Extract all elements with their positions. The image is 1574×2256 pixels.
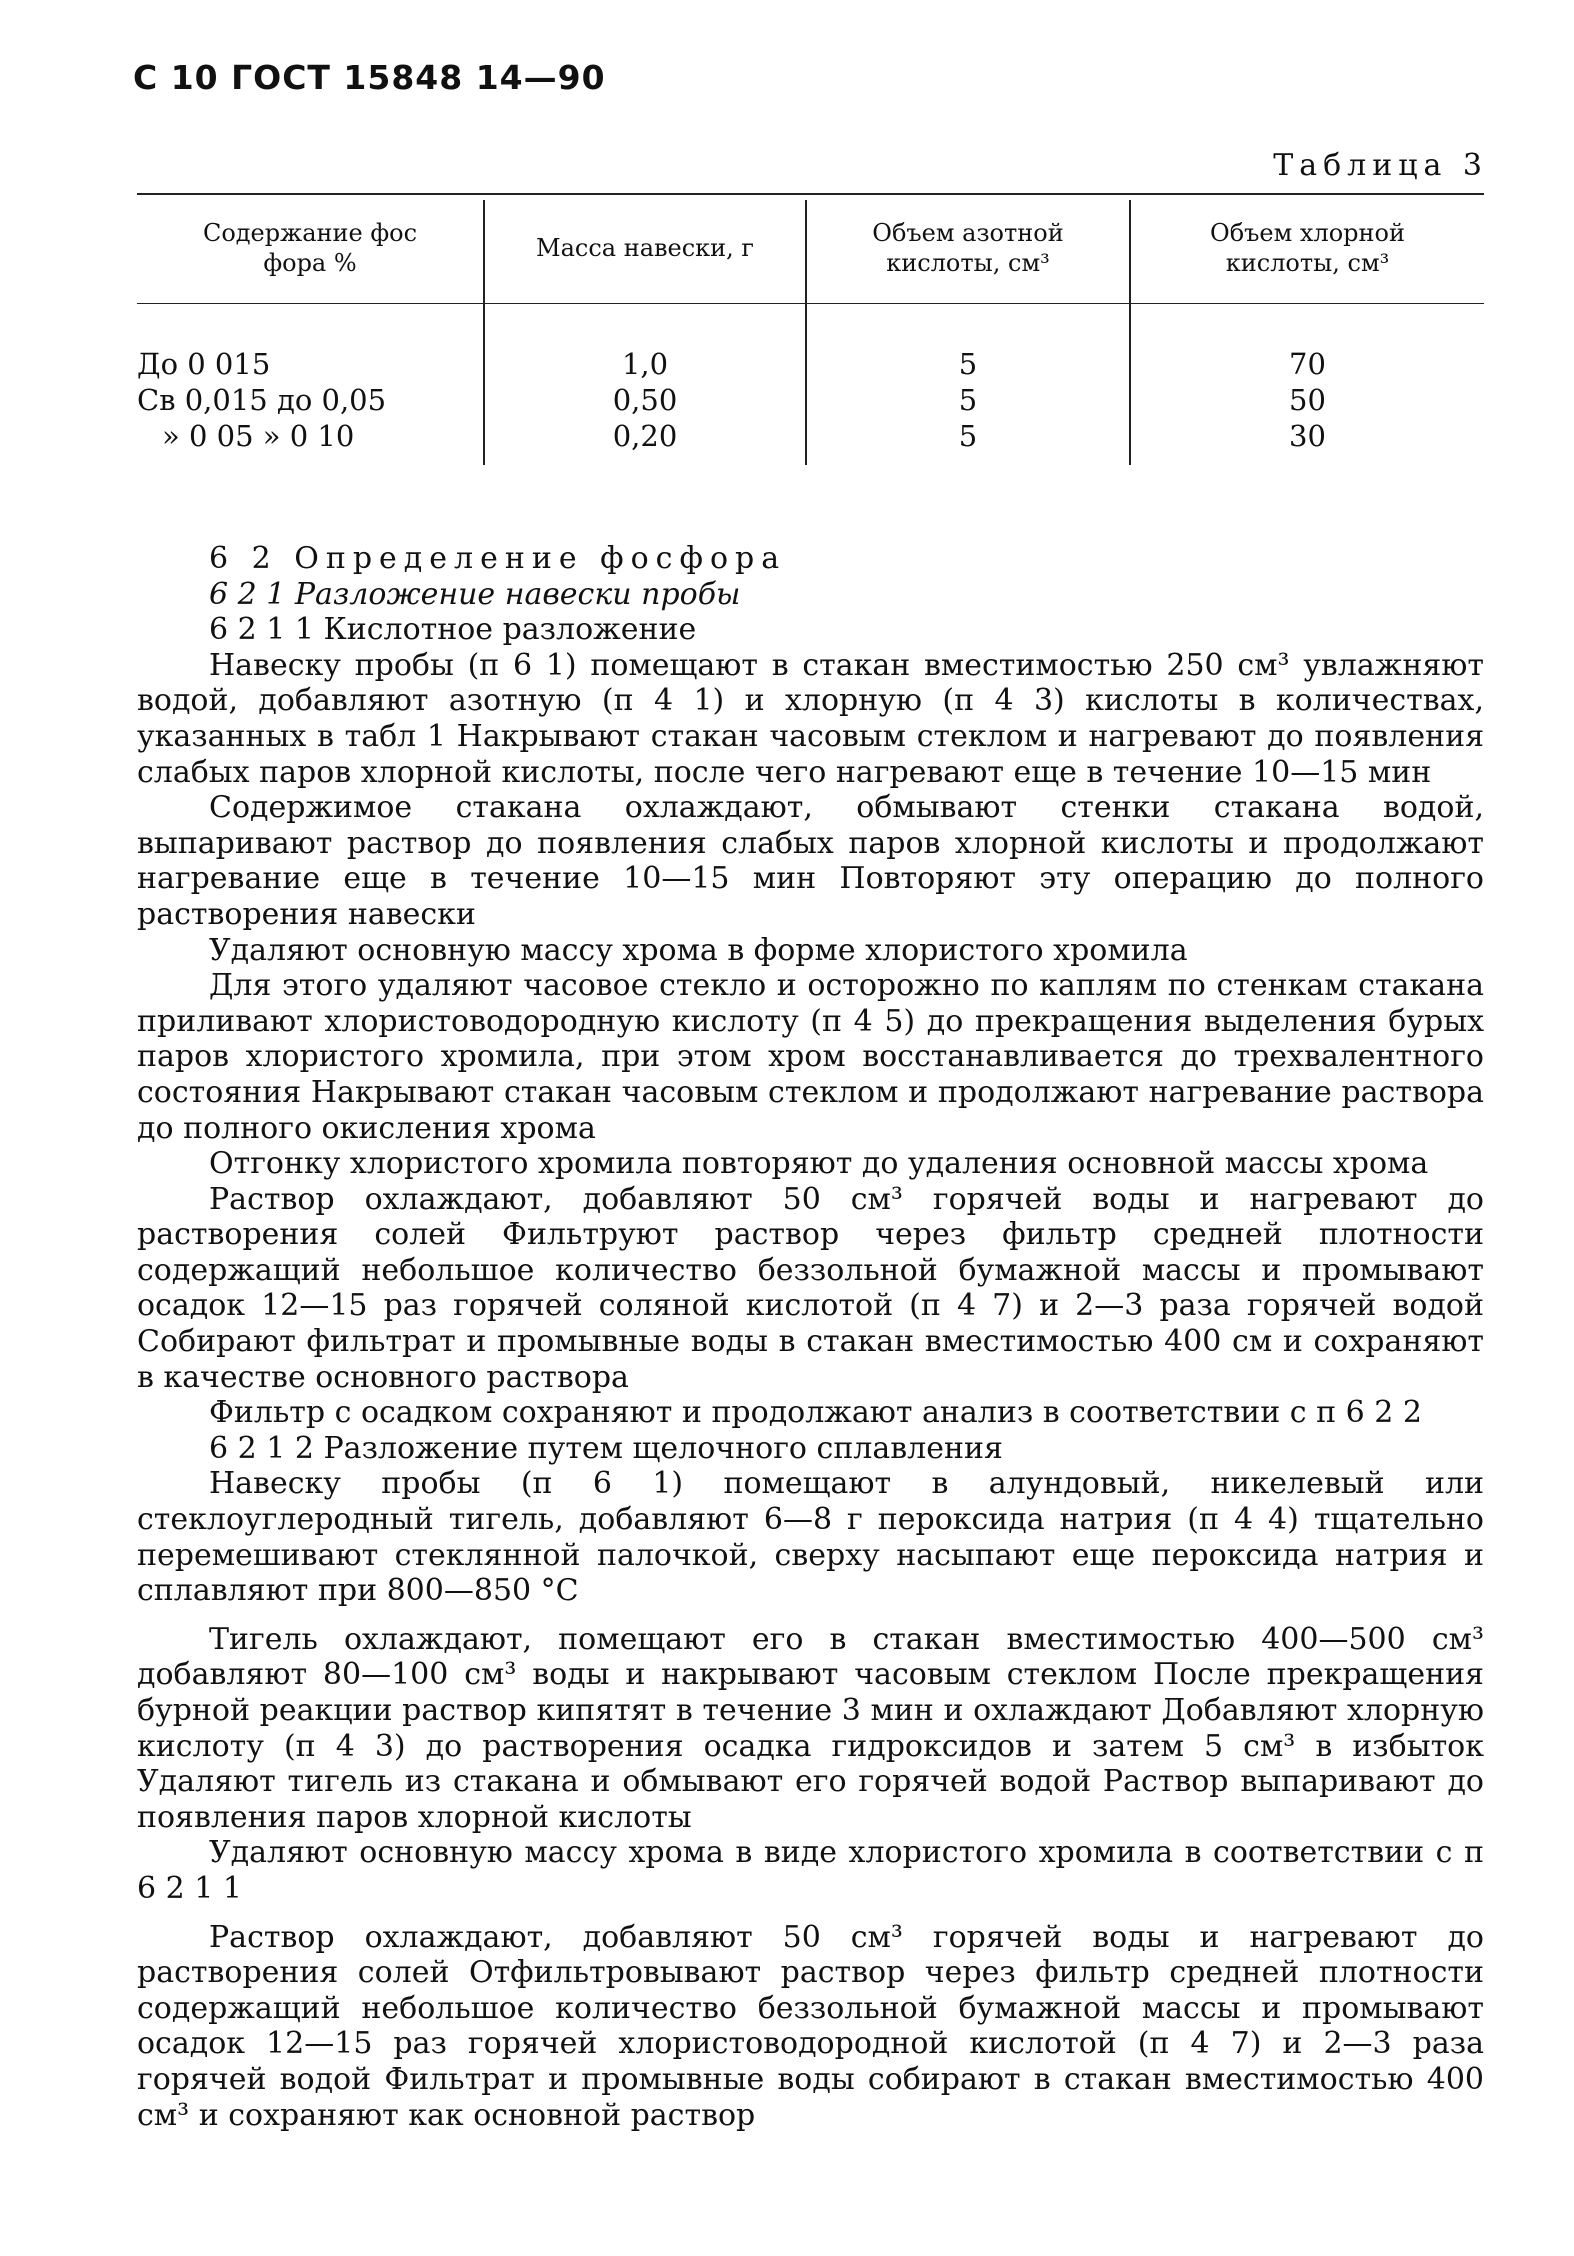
- table-row-1-nitric: 5: [958, 347, 978, 381]
- table-row-2-content: Св 0,015 до 0,05: [137, 383, 387, 417]
- table-row-1-mass: 1,0: [621, 347, 669, 381]
- section-heading: 6 2 Определение фосфора: [209, 541, 787, 576]
- table-top-rule: [137, 193, 1484, 195]
- table-row-1-perchloric: 70: [1289, 347, 1326, 381]
- paragraph: Для этого удаляют часовое стекло и осторожно по каплям по стенкам стакана приливают хлористоводородную кислоту (п 4 5) до прекращения выделения бурых паров хлористого хромила, при этом хром восстанавливается до трехвалентного состояния Накрывают стакан часовым стеклом и продолжают нагревание раствора до полного окисления хрома: [137, 968, 1484, 1146]
- paragraph: Навеску пробы (п 6 1) помещают в стакан вместимостью 250 см³ увлажняют водой, добавляют азотную (п 4 1) и хлорную (п 4 3) кислоты в количествах, указанных в табл 1 Накрывают стакан часовым стеклом и нагревают до появления слабых паров хлорной кислоты, после чего нагревают еще в течение 10—15 мин: [137, 647, 1484, 790]
- body-text: [137, 541, 1484, 2133]
- paragraph: Фильтр с осадком сохраняют и продолжают анализ в соответствии с п 6 2 2: [209, 1395, 1422, 1431]
- table-row-2-mass: 0,50: [612, 383, 678, 417]
- subsection-heading: 6 2 1 Разложение навески пробы: [209, 576, 741, 612]
- table-row-1-content: До 0 015: [137, 347, 271, 381]
- paragraph: Навеску пробы (п 6 1) помещают в алундовый, никелевый или стеклоуглеродный тигель, добавляют 6—8 г пероксида натрия (п 4 4) тщательно перемешивают стеклянной палочкой, сверху насыпают еще пероксида натрия и сплавляют при 800—850 °С: [137, 1466, 1484, 1609]
- paragraph: Удаляют основную массу хрома в виде хлористого хромила в соответствии с п 6 2 1 1: [137, 1835, 1484, 1906]
- table-header-mass: Масса навески, г: [536, 234, 754, 262]
- table-header-phosphorus: Содержание фос фора %: [202, 219, 418, 277]
- table-header-perchloric-acid: Объем хлорной кислоты, см³: [1210, 219, 1405, 277]
- table-row-3-content: » 0 05 » 0 10: [162, 419, 355, 453]
- table-row-2-nitric: 5: [958, 383, 978, 417]
- table-row-2-perchloric: 50: [1289, 383, 1326, 417]
- table-row-3-nitric: 5: [958, 419, 978, 453]
- paragraph: Отгонку хлористого хромила повторяют до удаления основной массы хрома: [209, 1146, 1429, 1182]
- table-header-nitric-acid: Объем азотной кислоты, см³: [872, 219, 1064, 277]
- paragraph: Удаляют основную массу хрома в форме хлористого хромила: [209, 932, 1188, 968]
- page-header: С 10 ГОСТ 15848 14—90: [133, 58, 606, 97]
- paragraph: Раствор охлаждают, добавляют 50 см³ горячей воды и нагревают до растворения солей Отфильтровывают раствор через фильтр средней плотности содержащий небольшое количество беззольной бумажной массы и промывают осадок 12—15 раз горячей хлористоводородной кислотой (п 4 7) и 2—3 раза горячей водой Фильтрат и промывные воды собирают в стакан вместимостью 400 см³ и сохраняют как основной раствор: [137, 1919, 1484, 2133]
- subsubsection-heading: 6 2 1 2 Разложение путем щелочного сплавления: [209, 1430, 1003, 1466]
- table-row-3-mass: 0,20: [612, 419, 678, 453]
- table-header-rule: [137, 303, 1484, 304]
- paragraph: Тигель охлаждают, помещают его в стакан вместимостью 400—500 см³ добавляют 80—100 см³ воды и накрывают часовым стеклом После прекращения бурной реакции раствор кипятят в течение 3 мин и охлаждают Добавляют хлорную кислоту (п 4 3) до растворения осадка гидроксидов и затем 5 см³ в избыток Удаляют тигель из стакана и обмывают его горячей водой Раствор выпаривают до появления паров хлорной кислоты: [137, 1621, 1484, 1835]
- table-row-3-perchloric: 30: [1289, 419, 1326, 453]
- paragraph: Содержимое стакана охлаждают, обмывают стенки стакана водой, выпаривают раствор до появления слабых паров хлорной кислоты и продолжают нагревание еще в течение 10—15 мин Повторяют эту операцию до полного растворения навески: [137, 790, 1484, 932]
- paragraph: Раствор охлаждают, добавляют 50 см³ горячей воды и нагревают до растворения солей Фильтруют раствор через фильтр средней плотности содержащий небольшое количество беззольной бумажной массы и промывают осадок 12—15 раз горячей соляной кислотой (п 4 7) и 2—3 раза горячей водой Собирают фильтрат и промывные воды в стакан вместимостью 400 см и сохраняют в качестве основного раствора: [137, 1181, 1484, 1395]
- subsubsection-heading: 6 2 1 1 Кислотное разложение: [209, 612, 697, 648]
- table-caption: Таблица 3: [1273, 148, 1488, 183]
